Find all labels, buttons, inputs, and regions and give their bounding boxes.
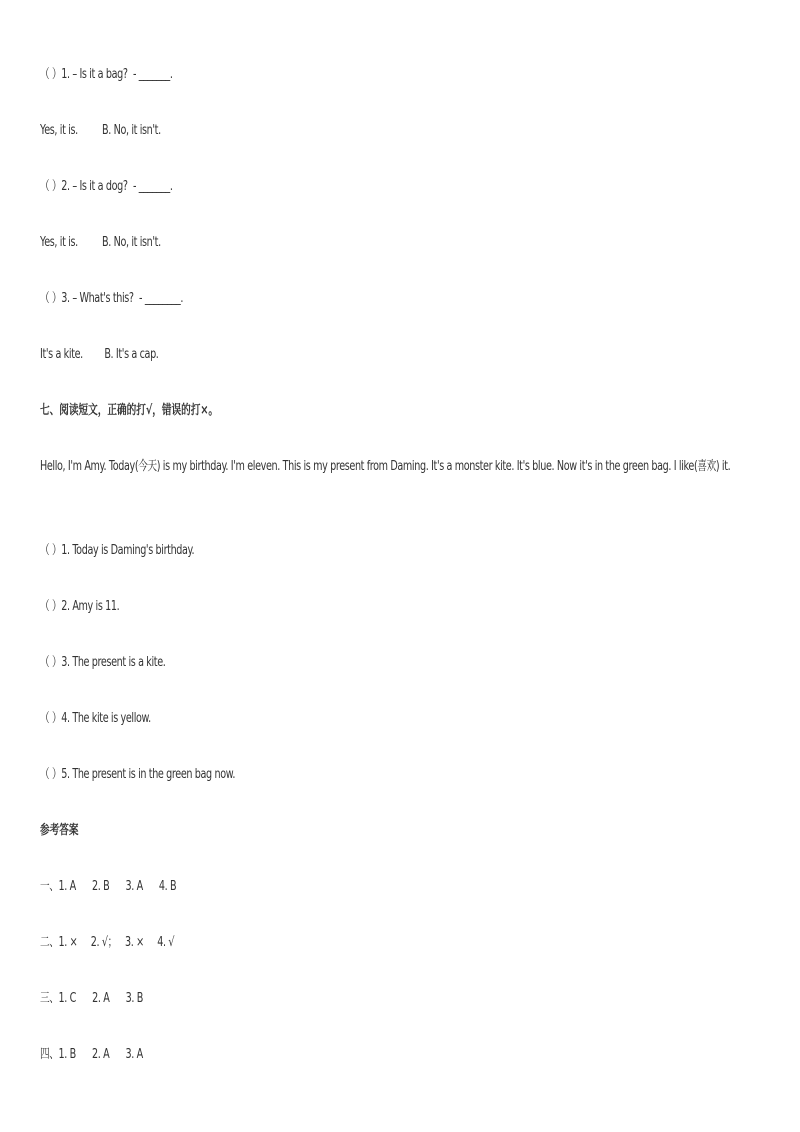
answer-row-3: 三、1. C 2. A 3. B	[40, 991, 143, 1006]
reading-item-1: （ ）1. Today is Daming's birthday.	[40, 543, 195, 558]
question-a3-options: It's a kite. B. It's a cap.	[40, 347, 159, 362]
reading-item-3: （ ）3. The present is a kite.	[40, 655, 166, 670]
question-a2-options: Yes, it is. B. No, it isn't.	[40, 235, 161, 250]
answer-row-2: 二、1. × 2. √； 3. × 4. √	[40, 935, 175, 950]
reading-section-heading: 七、阅读短文，正确的打√，错误的打×。	[40, 403, 219, 418]
question-a1: （ ）1. – Is it a bag? - _______.	[40, 67, 173, 82]
reading-passage: Hello, I'm Amy. Today(今天) is my birthday. I'm eleven. This is my present from Daming. It's a monster kite. It's blue. Now it's in the green bag. I like(喜欢) it.	[40, 459, 731, 474]
reading-item-4: （ ）4. The kite is yellow.	[40, 711, 151, 726]
reading-item-5: （ ）5. The present is in the green bag now.	[40, 767, 236, 782]
answer-row-1: 一、1. A 2. B 3. A 4. B	[40, 879, 177, 894]
question-a1-options: Yes, it is. B. No, it isn't.	[40, 123, 161, 138]
answer-key-heading: 参考答案	[40, 823, 79, 838]
question-a3: （ ）3. – What's this? - ________.	[40, 291, 184, 306]
answer-row-4: 四、1. B 2. A 3. A	[40, 1047, 143, 1062]
question-a2: （ ）2. – Is it a dog? - _______.	[40, 179, 173, 194]
reading-item-2: （ ）2. Amy is 11.	[40, 599, 120, 614]
